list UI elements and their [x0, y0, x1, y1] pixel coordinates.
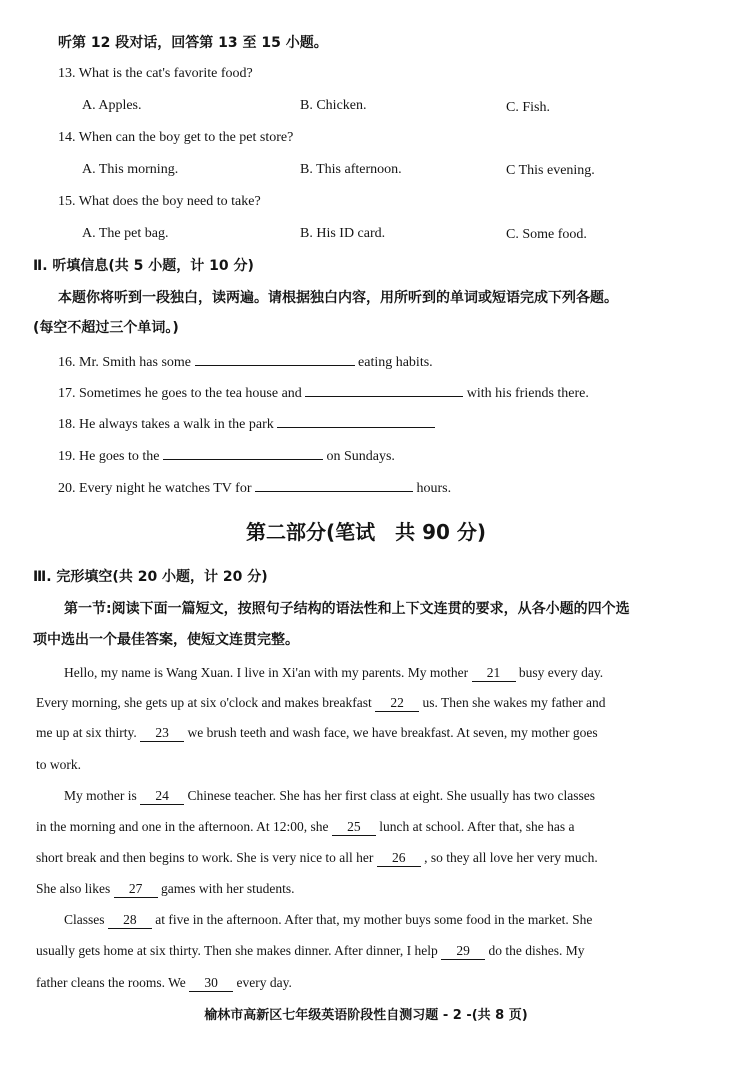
question-13: 13. What is the cat's favorite food? [58, 66, 253, 81]
q15-option-c: C. Some food. [506, 227, 587, 242]
passage-text: me up at six thirty. [36, 725, 137, 740]
passage-text: us. Then she wakes my father and [422, 695, 606, 710]
fill-item-17-tail: with his friends there. [466, 386, 589, 401]
cloze-instruction-1: 第一节:阅读下面一篇短文，按照句子结构的语法性和上下文连贯的要求，从各小题的四个选 [64, 601, 630, 617]
passage-p1-line2 [36, 693, 606, 713]
fill-item-20 [58, 477, 451, 499]
cloze-blank-23[interactable]: 23 [140, 725, 184, 742]
passage-text: My mother is [64, 788, 137, 803]
fill-item-20-tail: hours. [416, 481, 452, 496]
cloze-heading: Ⅲ. 完形填空(共 20 小题，计 20 分) [33, 569, 268, 585]
passage-p1-line4: to work. [36, 757, 81, 772]
fill-item-20-text: 20. Every night he watches TV for [58, 481, 252, 496]
passage-text: games with her students. [161, 881, 295, 896]
fill-item-19 [58, 445, 395, 467]
passage-text: do the dishes. My [488, 943, 585, 958]
section-intro: 听第 12 段对话，回答第 13 至 15 小题。 [58, 35, 328, 51]
fill-item-16-text: 16. Mr. Smith has some [58, 355, 192, 370]
answer-blank-20[interactable] [255, 477, 413, 492]
fill-item-16-tail: eating habits. [358, 355, 433, 370]
fill-item-18 [58, 413, 435, 435]
fill-info-heading: Ⅱ. 听填信息(共 5 小题，计 10 分) [33, 258, 254, 274]
passage-text: usually gets home at six thirty. Then she makes dinner. After dinner, I help [36, 943, 438, 958]
answer-blank-18[interactable] [277, 413, 435, 428]
cloze-blank-28[interactable]: 28 [108, 912, 152, 929]
q15-option-b: B. His ID card. [300, 226, 386, 241]
passage-text: every day. [236, 975, 292, 990]
passage-p1-line3 [36, 723, 598, 743]
passage-p3-line3 [36, 973, 292, 993]
question-14: 14. When can the boy get to the pet store? [58, 130, 294, 145]
passage-text: Hello, my name is Wang Xuan. I live in Xi'an with my parents. My mother [64, 665, 469, 680]
part-two-title: 第二部分(笔试 共 90 分) [245, 520, 487, 544]
page-footer: 榆林市高新区七年级英语阶段性自测习题 - 2 -(共 8 页) [204, 1008, 528, 1023]
passage-p3-line2 [36, 941, 585, 961]
passage-text: She also likes [36, 881, 111, 896]
question-15: 15. What does the boy need to take? [58, 194, 261, 209]
cloze-blank-29[interactable]: 29 [441, 943, 485, 960]
passage-text: we brush teeth and wash face, we have breakfast. At seven, my mother goes [187, 725, 598, 740]
q14-option-a: A. This morning. [82, 162, 179, 177]
q14-option-c: C This evening. [506, 163, 595, 178]
passage-p1-line1 [64, 663, 603, 683]
answer-blank-19[interactable] [163, 445, 323, 460]
passage-p2-line2 [36, 817, 575, 837]
passage-text: short break and then begins to work. She is very nice to all her [36, 850, 374, 865]
passage-text: at five in the afternoon. After that, my mother buys some food in the market. She [155, 912, 593, 927]
passage-p2-line1 [64, 786, 595, 806]
passage-p3-line1 [64, 910, 592, 930]
passage-text: lunch at school. After that, she has a [379, 819, 575, 834]
q13-option-a: A. Apples. [82, 98, 142, 113]
cloze-instruction-2: 项中选出一个最佳答案，使短文连贯完整。 [33, 632, 299, 648]
passage-text: , so they all love her very much. [424, 850, 598, 865]
passage-p2-line3 [36, 848, 598, 868]
cloze-blank-22[interactable]: 22 [375, 695, 419, 712]
cloze-blank-24[interactable]: 24 [140, 788, 184, 805]
fill-item-17 [58, 382, 589, 404]
cloze-blank-26[interactable]: 26 [377, 850, 421, 867]
passage-text: in the morning and one in the afternoon. At 12:00, she [36, 819, 329, 834]
fill-item-16 [58, 351, 433, 373]
cloze-blank-27[interactable]: 27 [114, 881, 158, 898]
passage-p2-line4 [36, 879, 294, 899]
q13-option-c: C. Fish. [506, 100, 550, 115]
cloze-blank-21[interactable]: 21 [472, 665, 516, 682]
passage-text: Every morning, she gets up at six o'clock and makes breakfast [36, 695, 372, 710]
passage-text: busy every day. [518, 665, 604, 680]
fill-info-note: (每空不超过三个单词。) [33, 320, 179, 336]
answer-blank-17[interactable] [305, 382, 463, 397]
fill-item-17-text: 17. Sometimes he goes to the tea house and [58, 386, 302, 401]
cloze-blank-25[interactable]: 25 [332, 819, 376, 836]
fill-item-19-text: 19. He goes to the [58, 449, 160, 464]
fill-info-instruction: 本题你将听到一段独白，读两遍。请根据独白内容，用所听到的单词或短语完成下列各题。 [58, 290, 618, 306]
answer-blank-16[interactable] [195, 351, 355, 366]
passage-text: Chinese teacher. She has her first class at eight. She usually has two classes [187, 788, 596, 803]
passage-text: Classes [64, 912, 105, 927]
passage-text: father cleans the rooms. We [36, 975, 186, 990]
q14-option-b: B. This afternoon. [300, 162, 402, 177]
fill-item-19-tail: on Sundays. [326, 449, 395, 464]
cloze-blank-30[interactable]: 30 [189, 975, 233, 992]
q13-option-b: B. Chicken. [300, 98, 367, 113]
q15-option-a: A. The pet bag. [82, 226, 169, 241]
fill-item-18-text: 18. He always takes a walk in the park [58, 417, 274, 432]
